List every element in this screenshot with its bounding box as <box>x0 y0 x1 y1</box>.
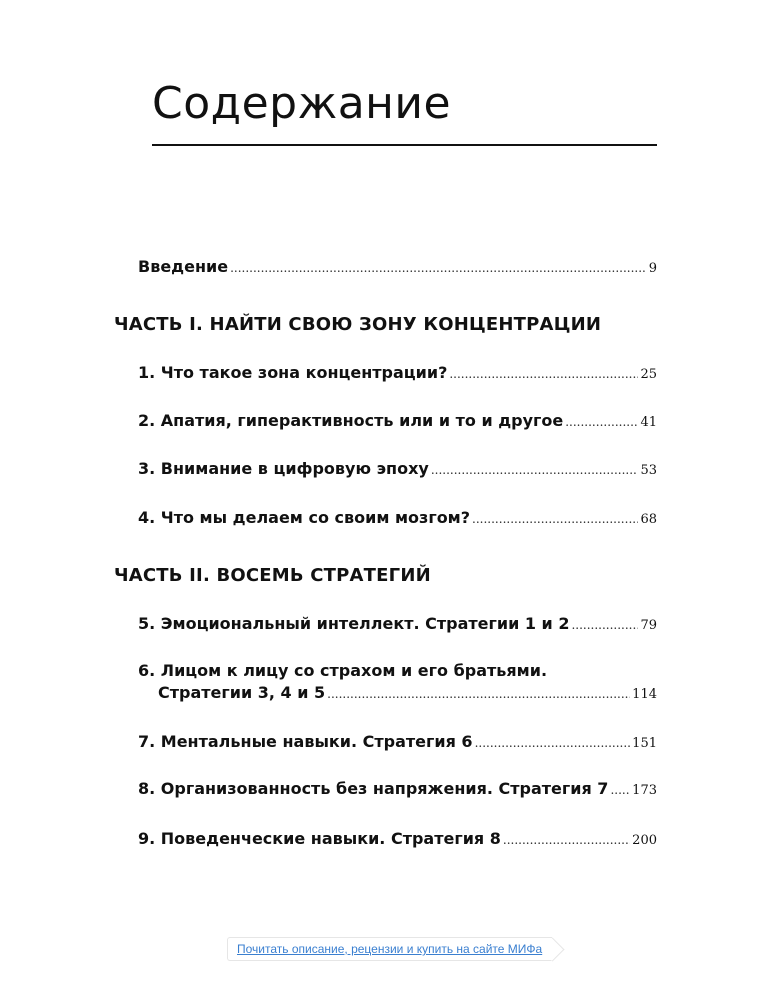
toc-entry-intro[interactable] <box>138 256 657 280</box>
toc-page-number: 200 <box>632 833 657 848</box>
toc-entry-chapter-5[interactable] <box>138 613 657 637</box>
dot-leader <box>472 508 638 530</box>
part-1-heading: ЧАСТЬ I. НАЙТИ СВОЮ ЗОНУ КОНЦЕНТРАЦИИ <box>114 314 602 335</box>
toc-entry-label: 7. Ментальные навыки. Стратегия 6 <box>138 732 473 751</box>
dot-leader <box>327 683 630 705</box>
toc-entry-label-line2: Стратегии 3, 4 и 5 <box>158 683 326 702</box>
toc-page-number: 68 <box>640 512 657 527</box>
dot-leader <box>475 732 631 754</box>
dot-leader <box>431 459 639 481</box>
toc-page-number: 9 <box>648 261 657 276</box>
toc-page-number: 25 <box>640 367 657 382</box>
toc-entry-label: 9. Поведенческие навыки. Стратегия 8 <box>138 829 501 848</box>
toc-entry-label: 4. Что мы делаем со своим мозгом? <box>138 508 471 527</box>
dot-leader <box>610 779 630 801</box>
toc-entry-chapter-9[interactable] <box>138 828 657 852</box>
toc-entry-label: 8. Организованность без напряжения. Стратегия 7 <box>138 779 609 798</box>
buy-on-mif-link-text: Почитать описание, рецензии и купить на сайте МИФа <box>237 942 543 956</box>
toc-entry-chapter-2[interactable] <box>138 410 657 434</box>
toc-entry-chapter-1[interactable] <box>138 362 657 386</box>
toc-page-number: 173 <box>632 783 657 798</box>
toc-page-number: 151 <box>632 736 657 751</box>
dot-leader <box>571 614 638 636</box>
title-divider <box>152 144 657 146</box>
toc-page-number: 114 <box>632 687 657 702</box>
toc-entry-label-line1: 6. Лицом к лицу со страхом и его братьями. <box>138 661 548 680</box>
toc-entry-label: Введение <box>138 257 229 276</box>
buy-on-mif-link[interactable] <box>227 937 552 961</box>
toc-entry-chapter-3[interactable] <box>138 458 657 482</box>
toc-entry-label: 5. Эмоциональный интеллект. Стратегии 1 и 2 <box>138 614 570 633</box>
toc-entry-chapter-7[interactable] <box>138 731 657 755</box>
toc-entry-label: 2. Апатия, гиперактивность или и то и другое <box>138 411 564 430</box>
toc-entry-label: 1. Что такое зона концентрации? <box>138 363 448 382</box>
dot-leader <box>565 411 638 433</box>
toc-page-number: 53 <box>640 463 657 478</box>
dot-leader <box>449 363 638 385</box>
page-title: Содержание <box>152 78 452 129</box>
dot-leader <box>230 257 647 279</box>
toc-entry-label: 3. Внимание в цифровую эпоху <box>138 459 429 478</box>
toc-entry-chapter-4[interactable] <box>138 507 657 531</box>
toc-page-number: 79 <box>640 618 657 633</box>
toc-entry-chapter-8[interactable] <box>138 778 657 802</box>
toc-entry-chapter-6[interactable] <box>138 660 657 706</box>
toc-page-number: 41 <box>640 415 657 430</box>
dot-leader <box>503 829 630 851</box>
part-2-heading: ЧАСТЬ II. ВОСЕМЬ СТРАТЕГИЙ <box>114 565 431 586</box>
